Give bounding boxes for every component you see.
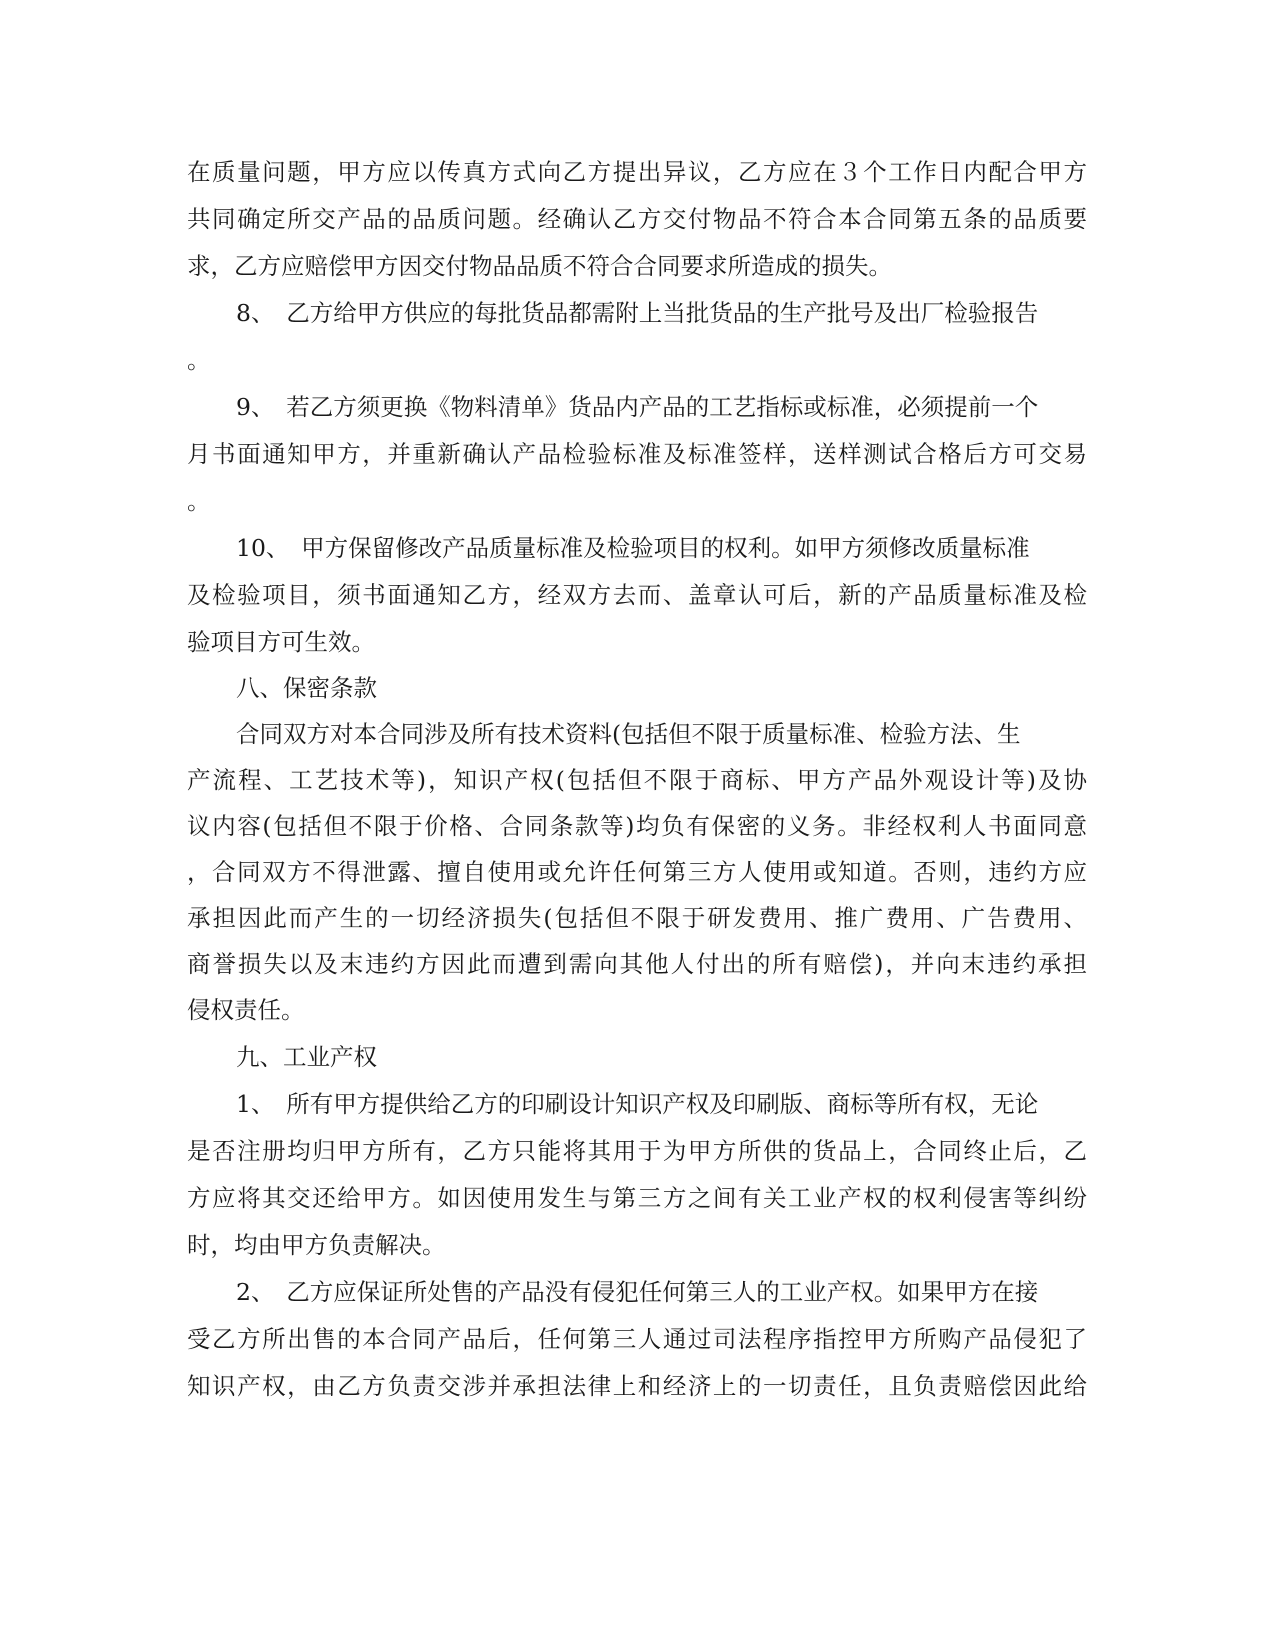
text-line: 知识产权，由乙方负责交涉并承担法律上和经济上的一切责任，且负责赔偿因此给	[187, 1372, 1087, 1400]
list-item-2: 2、 乙方应保证所处售的产品没有侵犯任何第三人的工业产权。如果甲方在接	[236, 1278, 1039, 1306]
text-line: 时，均由甲方负责解决。	[187, 1231, 446, 1259]
text-line: 月书面通知甲方，并重新确认产品检验标准及标准签样，送样测试合格后方可交易	[187, 440, 1087, 468]
text-line: 承担因此而产生的一切经济损失(包括但不限于研发费用、推广费用、广告费用、	[187, 904, 1087, 932]
text-line: 在质量问题，甲方应以传真方式向乙方提出异议，乙方应在３个工作日内配合甲方	[187, 158, 1087, 186]
text-line: 方应将其交还给甲方。如因使用发生与第三方之间有关工业产权的权利侵害等纠纷	[187, 1184, 1087, 1212]
section-heading-confidentiality: 八、保密条款	[236, 674, 377, 702]
text-line: 验项目方可生效。	[187, 628, 375, 656]
text-line: 。	[187, 487, 211, 515]
text-line: 求，乙方应赔偿甲方因交付物品品质不符合合同要求所造成的损失。	[187, 252, 892, 280]
text-line: 。	[187, 346, 211, 374]
text-line: 共同确定所交产品的品质问题。经确认乙方交付物品不符合本合同第五条的品质要	[187, 205, 1087, 233]
text-line: ，合同双方不得泄露、擅自使用或允许任何第三方人使用或知道。否则，违约方应	[187, 858, 1087, 886]
section-heading-industrial-property: 九、工业产权	[236, 1043, 377, 1071]
text-line: 商誉损失以及末违约方因此而遭到需向其他人付出的所有赔偿)，并向末违约承担	[187, 950, 1087, 978]
text-line: 合同双方对本合同涉及所有技术资料(包括但不限于质量标准、检验方法、生	[236, 720, 1021, 748]
list-item-1: 1、 所有甲方提供给乙方的印刷设计知识产权及印刷版、商标等所有权，无论	[236, 1090, 1039, 1118]
text-line: 是否注册均归甲方所有，乙方只能将其用于为甲方所供的货品上，合同终止后，乙	[187, 1137, 1087, 1165]
text-line: 产流程、工艺技术等)，知识产权(包括但不限于商标、甲方产品外观设计等)及协	[187, 766, 1087, 794]
text-line: 议内容(包括但不限于价格、合同条款等)均负有保密的义务。非经权利人书面同意	[187, 812, 1087, 840]
text-line: 侵权责任。	[187, 996, 305, 1024]
list-item-10: 10、 甲方保留修改产品质量标准及检验项目的权利。如甲方须修改质量标准	[236, 534, 1030, 562]
text-line: 受乙方所出售的本合同产品后，任何第三人通过司法程序指控甲方所购产品侵犯了	[187, 1325, 1087, 1353]
list-item-9: 9、 若乙方须更换《物料清单》货品内产品的工艺指标或标准，必须提前一个	[236, 393, 1039, 421]
text-line: 及检验项目，须书面通知乙方，经双方去而、盖章认可后，新的产品质量标准及检	[187, 581, 1087, 609]
list-item-8: 8、 乙方给甲方供应的每批货品都需附上当批货品的生产批号及出厂检验报告	[236, 299, 1039, 327]
